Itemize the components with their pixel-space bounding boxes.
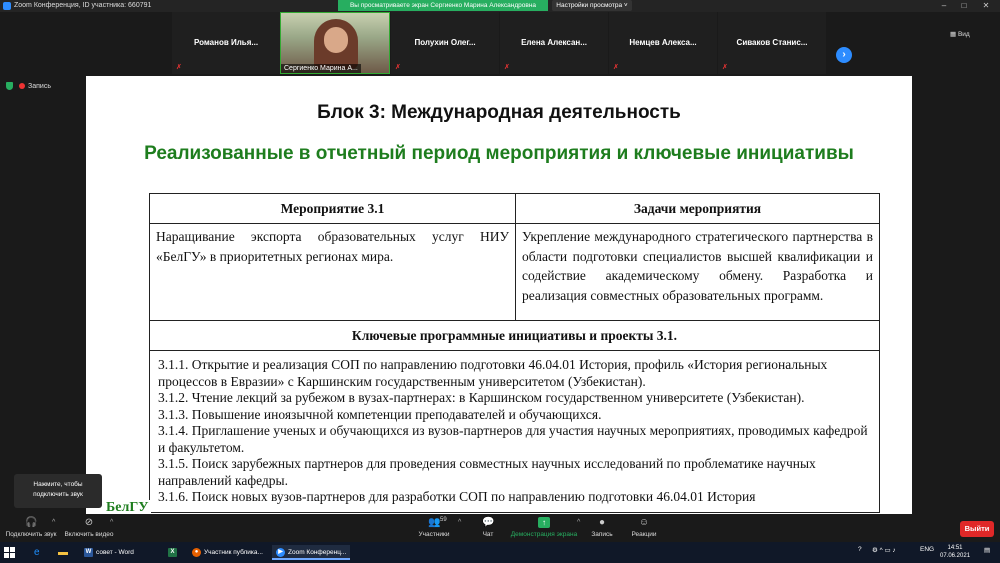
join-audio-button[interactable] (4, 517, 58, 538)
share-options-caret-icon[interactable]: ^ (577, 519, 581, 526)
participant-name: Романов Илья... (193, 38, 259, 47)
slide-title: Блок 3: Международная деятельность (317, 102, 681, 123)
share-screen-button[interactable] (508, 517, 580, 538)
excel-icon[interactable]: X (168, 545, 180, 560)
close-button[interactable]: ✕ (982, 1, 990, 10)
word-icon: W (85, 548, 92, 555)
reactions-button[interactable] (628, 517, 660, 538)
chat-button[interactable] (476, 517, 500, 538)
participants-button[interactable] (412, 517, 456, 538)
system-clock[interactable] (940, 544, 970, 560)
leave-button[interactable]: Выйти (960, 521, 994, 537)
participant-tile[interactable] (172, 12, 280, 74)
table-cell: Укрепление международного стратегического партнерства в области подготовки специалистов высшей квалификации и содействие академическому обмену. Разработка и реализация совместных образовательных программ. (516, 224, 880, 321)
record-icon: ● (598, 517, 606, 528)
audio-tooltip: Нажмите, чтобы подключить звук (14, 474, 102, 508)
reactions-label: Реакции (631, 531, 657, 538)
participant-name: Немцев Алекса... (629, 38, 697, 47)
clock-time: 14:51 (947, 545, 963, 551)
record-label: Запись (591, 531, 613, 538)
view-settings-button[interactable]: Настройки просмотра ˅ (552, 0, 632, 11)
shared-screen (86, 76, 912, 514)
taskbar-app[interactable] (272, 545, 350, 560)
list-item: 3.1.3. Повышение иноязычной компетенции преподавателей и обучающихся. (158, 406, 602, 422)
participant-strip (0, 12, 1000, 76)
audio-options-caret-icon[interactable]: ^ (52, 519, 56, 526)
list-item: 3.1.5. Поиск зарубежных партнеров для проведения совместных научных исследований по проблематике научных направлений кафедры. (158, 456, 816, 488)
zoom-logo-icon (3, 2, 11, 10)
slide-subtitle: Реализованные в отчетный период мероприятия и ключевые инициативы (144, 143, 854, 164)
view-button[interactable] (950, 30, 970, 38)
muted-mic-icon: ✗ (176, 64, 182, 71)
windows-taskbar (0, 542, 1000, 563)
tray-icons[interactable]: ⚙ ^ ▭ ♪ (872, 547, 896, 554)
list-item: 3.1.6. Поиск новых вузов-партнеров для разработки СОП по направлению подготовки 46.04.01 История (158, 489, 756, 504)
muted-mic-icon: ✗ (504, 64, 510, 71)
taskbar-app-label: Участник публика... (204, 549, 263, 556)
firefox-icon: ● (192, 548, 201, 557)
record-dot-icon (19, 83, 25, 89)
participant-tile[interactable] (718, 12, 826, 74)
participant-name: Елена Алексан... (521, 38, 587, 47)
meeting-toolbar (0, 514, 1000, 542)
list-item: 3.1.2. Чтение лекций за рубежом в вузах-партнерах: в Каршинском государственном университете (Узбекистан). (158, 390, 805, 405)
participant-name: Сиваков Станис... (736, 38, 808, 47)
chat-label: Чат (482, 531, 494, 538)
share-screen-label: Демонстрация экрана (510, 531, 578, 538)
participant-name: Полухин Олег... (414, 38, 476, 47)
chat-icon: 💬 (482, 517, 495, 528)
taskbar-app-label: Zoom Конференц... (288, 549, 347, 556)
participants-icon: 👥 (428, 517, 441, 528)
table-section-header: Ключевые программные инициативы и проекты 3.1. (150, 321, 880, 351)
muted-mic-icon: ✗ (613, 64, 619, 71)
participants-label: Участники (418, 531, 450, 538)
next-page-arrow-icon[interactable]: › (836, 47, 852, 63)
screen-share-banner: Вы просматриваете экран Сергиенко Марина Александровна (338, 0, 548, 11)
university-logo: БелГУ (106, 500, 149, 514)
start-video-label: Включить видео (64, 531, 114, 538)
list-item: 3.1.4. Приглашение ученых и обучающихся из вузов-партнеров для участия научных мероприятиях, проводимых кафедрой и факультетом. (158, 423, 868, 455)
notifications-icon[interactable]: ▤ (984, 547, 991, 554)
participant-tile[interactable] (500, 12, 608, 74)
taskbar-app-label: совет - Word (96, 549, 134, 556)
edge-browser-icon[interactable]: e (34, 547, 40, 558)
video-off-icon: ⊘ (84, 517, 94, 528)
file-explorer-icon[interactable]: ▬ (58, 547, 68, 558)
minimize-button[interactable]: – (941, 1, 947, 10)
participant-tile[interactable] (391, 12, 499, 74)
clock-date: 07.06.2021 (940, 553, 971, 559)
taskbar-app[interactable] (84, 545, 134, 560)
shield-icon (6, 82, 13, 90)
muted-mic-icon: ✗ (395, 64, 401, 71)
window-title: Zoom Конференция, ID участника: 660791 (14, 2, 152, 9)
participant-video-tile[interactable] (280, 12, 390, 74)
muted-mic-icon: ✗ (722, 64, 728, 71)
record-button[interactable] (588, 517, 616, 538)
slide-table (149, 193, 880, 513)
table-cell: Наращивание экспорта образовательных услуг НИУ «БелГУ» в приоритетных регионах мира. (150, 224, 516, 321)
table-header: Мероприятие 3.1 (150, 194, 516, 224)
recording-label: Запись (28, 82, 51, 90)
help-icon[interactable]: ? (858, 546, 862, 553)
maximize-button[interactable]: □ (961, 1, 967, 10)
zoom-icon: ▶ (276, 548, 285, 557)
participant-face (324, 27, 348, 53)
smiley-icon: ☺ (638, 517, 650, 528)
join-audio-label: Подключить звук (5, 531, 57, 538)
recording-indicator[interactable] (6, 82, 51, 90)
participant-tile[interactable] (609, 12, 717, 74)
participants-options-caret-icon[interactable]: ^ (458, 519, 462, 526)
taskbar-app[interactable] (192, 545, 263, 560)
headphones-icon: 🎧 (25, 517, 38, 528)
start-video-button[interactable] (62, 517, 116, 538)
language-indicator[interactable]: ENG (920, 546, 935, 553)
share-screen-icon: ↑ (538, 517, 550, 528)
view-label: Вид (957, 31, 970, 38)
initiatives-list (150, 351, 880, 513)
participant-name: Сергиенко Марина А... (281, 64, 361, 73)
title-bar (0, 0, 1000, 12)
list-item: 3.1.1. Открытие и реализация СОП по направлению подготовки 46.04.01 История, профиль «История региональных процессов в Евразии» с Каршинским государственным университетом (Узбекистан). (158, 357, 828, 389)
windows-start-icon[interactable] (4, 547, 15, 558)
video-options-caret-icon[interactable]: ^ (110, 519, 114, 526)
table-header: Задачи мероприятия (516, 194, 880, 224)
view-grid-icon: ▦ (950, 31, 957, 38)
participants-count: 59 (440, 517, 447, 523)
